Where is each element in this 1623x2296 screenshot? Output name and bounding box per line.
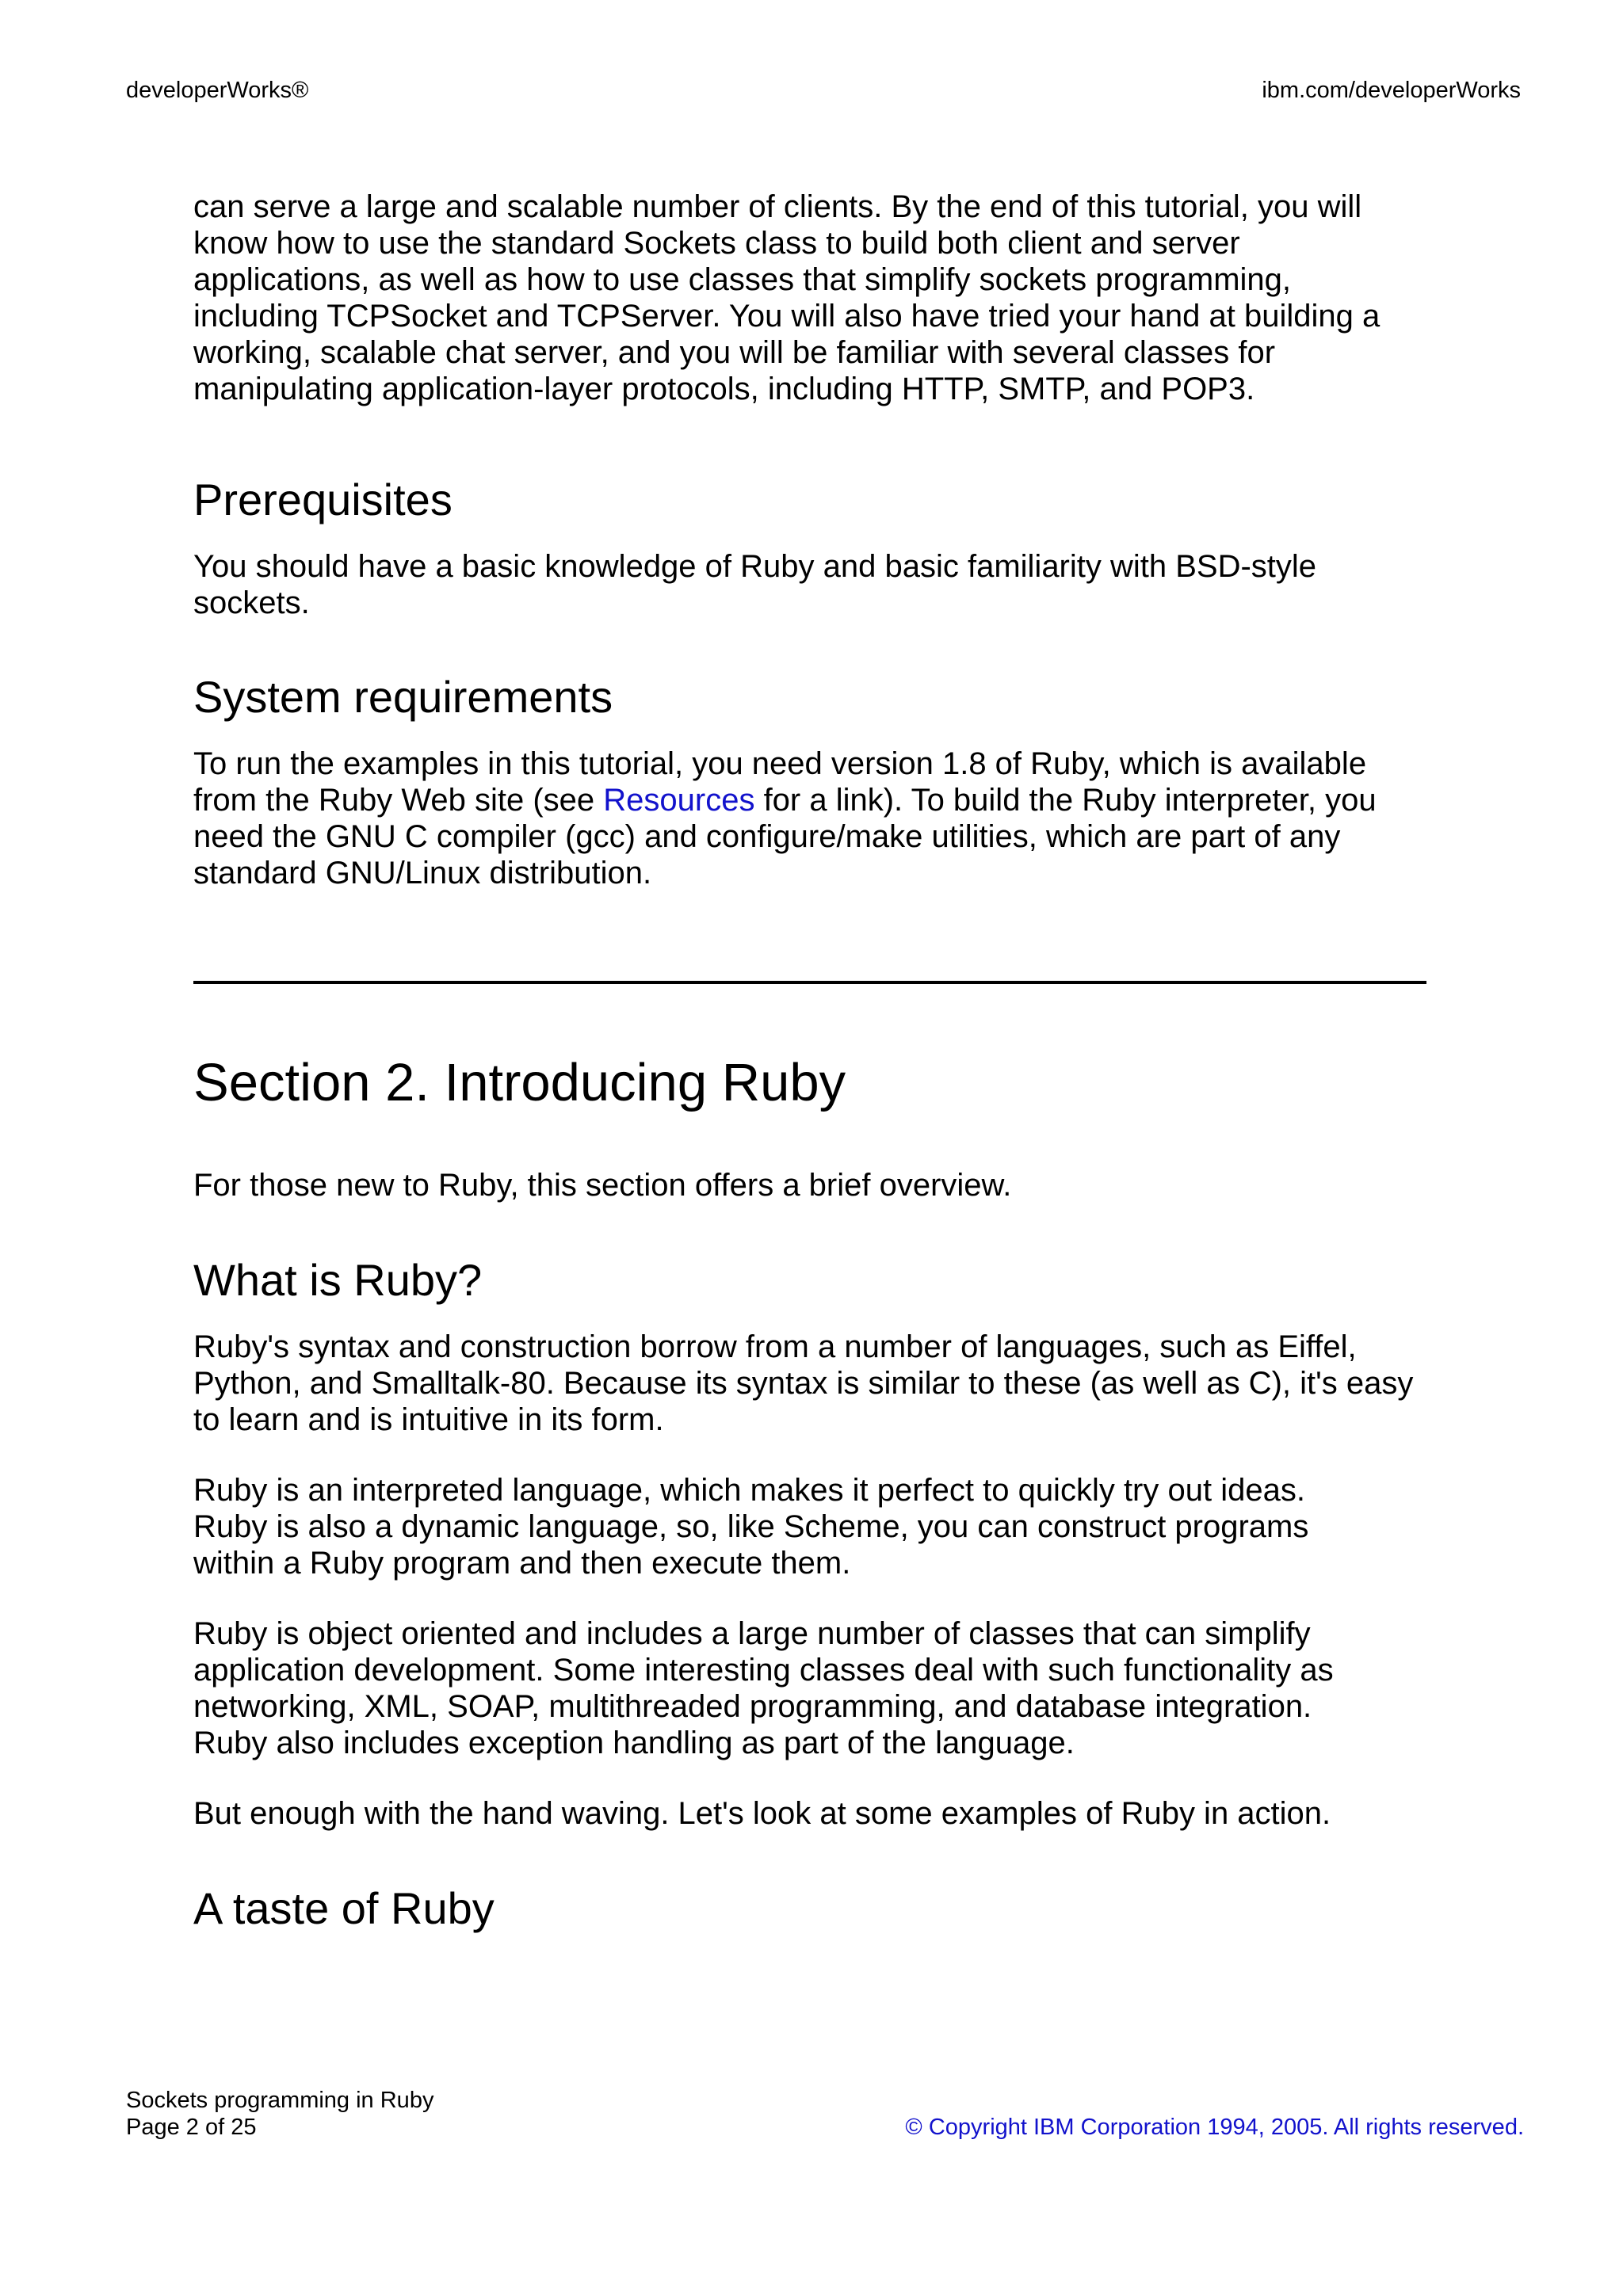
section-2-heading: Section 2. Introducing Ruby xyxy=(193,1053,846,1112)
what-is-ruby-heading: What is Ruby? xyxy=(193,1255,483,1305)
section-2-intro: For those new to Ruby, this section offers a brief overview. xyxy=(193,1168,1012,1203)
section-divider xyxy=(193,981,1426,984)
system-requirements-paragraph xyxy=(193,746,1418,891)
resources-link[interactable]: Resources xyxy=(603,783,755,818)
intro-paragraph: can serve a large and scalable number of clients. By the end of this tutorial, you will know how to use the standard Sockets class to build both client and server applications, as well as how to use classes that simplify sockets programming, including TCPSocket and TCPServer. You will also have tried your hand at building a working, scalable chat server, and you will be familiar with several classes for manipulating application-layer protocols, including HTTP, SMTP, and POP3. xyxy=(193,189,1381,406)
taste-of-ruby-heading: A taste of Ruby xyxy=(193,1883,495,1933)
footer-copyright-link[interactable]: © Copyright IBM Corporation 1994, 2005. All rights reserved. xyxy=(905,2115,1524,2140)
footer-page-number: Page 2 of 25 xyxy=(126,2115,257,2140)
prerequisites-heading: Prerequisites xyxy=(193,475,453,524)
footer-document-title: Sockets programming in Ruby xyxy=(126,2088,434,2113)
what-is-ruby-paragraph-2: Ruby is an interpreted language, which makes it perfect to quickly try out ideas. Ruby is also a dynamic language, so, like Scheme, you can construct programs within a Ruby program and then execute them. xyxy=(193,1473,1309,1581)
what-is-ruby-paragraph-3: Ruby is object oriented and includes a large number of classes that can simplify application development. Some interesting classes deal with such functionality as networking, XML, SOAP, multithreaded programming, and database integration. Ruby also includes exception handling as part of the language. xyxy=(193,1616,1334,1760)
running-header-site: ibm.com/developerWorks xyxy=(1262,78,1521,103)
prerequisites-paragraph: You should have a basic knowledge of Ruby and basic familiarity with BSD-style sockets. xyxy=(193,549,1317,620)
system-requirements-text-start: To run the examples in this tutorial, you need version 1.8 of Ruby, which is available from the Ruby Web site (see xyxy=(193,746,1367,818)
running-header-brand: developerWorks® xyxy=(126,78,309,103)
page-content xyxy=(193,189,1430,1934)
system-requirements-heading: System requirements xyxy=(193,672,613,722)
system-requirements-text-end: for a link). To build the Ruby interpreter, you need the GNU C compiler (gcc) and configure/make utilities, which are part of any standard GNU/Linux distribution. xyxy=(193,783,1377,891)
what-is-ruby-paragraph-1: Ruby's syntax and construction borrow from a number of languages, such as Eiffel, Python, and Smalltalk-80. Because its syntax is similar to these (as well as C), it's easy to learn and is intuitive in its form. xyxy=(193,1329,1414,1437)
what-is-ruby-paragraph-4: But enough with the hand waving. Let's look at some examples of Ruby in action. xyxy=(193,1796,1331,1831)
